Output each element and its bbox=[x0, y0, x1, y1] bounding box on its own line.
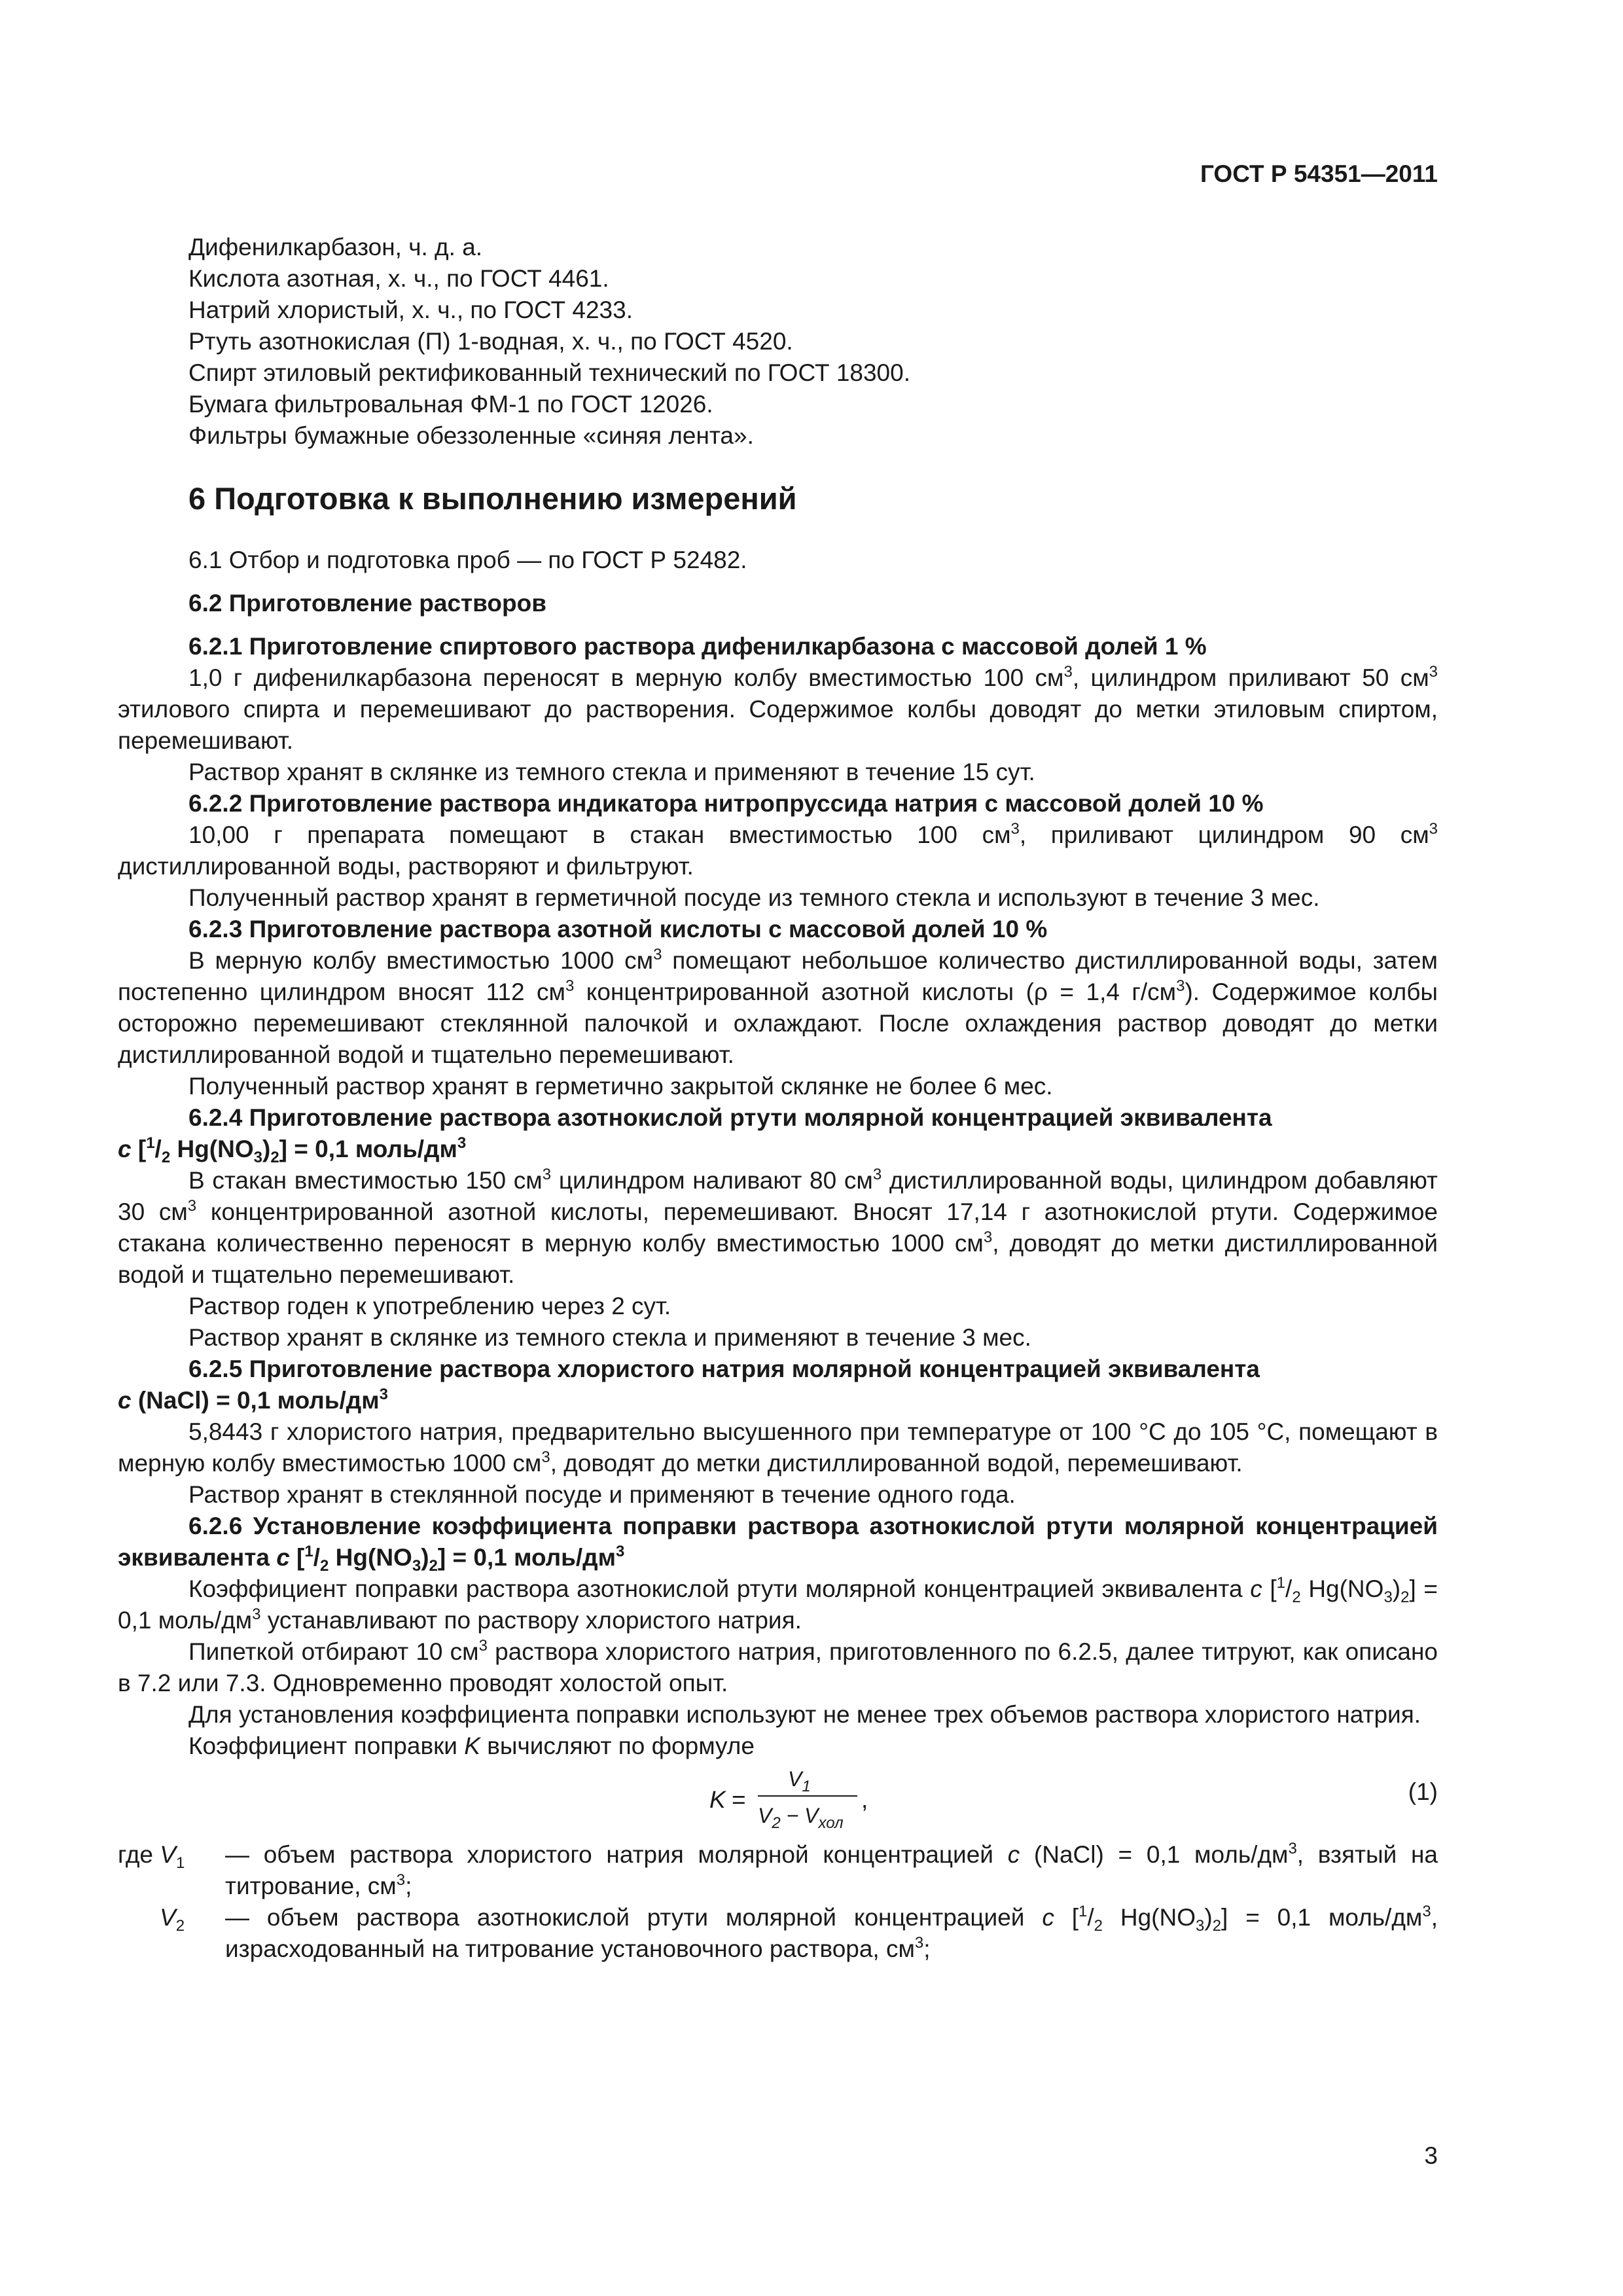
section-6-2-3-heading: 6.2.3 Приготовление раствора азотной кислоты с массовой долей 10 % bbox=[188, 916, 1048, 942]
legend-v1: где $V_1$ — объем раствора хлористого натрия молярной концентрацией c (NaCl) = 0,1 моль/$дм^3$, взятый на титрование, $см^3$; bbox=[118, 1840, 1438, 1899]
fraction-bar bbox=[758, 1795, 857, 1797]
document-header: ГОСТ Р 54351—2011 bbox=[1200, 160, 1438, 187]
section-6-heading: 6 Подготовка к выполнению измерений bbox=[188, 481, 797, 516]
formula-equals: = bbox=[732, 1786, 746, 1813]
formula-legend bbox=[118, 1839, 1438, 1965]
section-6-2-6-heading: 6.2.6 Установление коэффициента поправки раствора азотнокислой ртути молярной концентрацией эквивалента c [$^1/_2$ $Hg(NO_3)_2] = 0,1$ моль/$дм^3$ bbox=[118, 1513, 1438, 1575]
section-6-2-2-paragraph: 10,00 г препарата помещают в стакан вместимостью 100 $см^3$, приливают цилиндром 90 $см^3$ дистиллированной воды, растворяют и фильтруют. bbox=[118, 820, 1438, 880]
section-6-2-5-paragraph: 5,8443 г хлористого натрия, предварительно высушенного при температуре от 100 °С до 105 °С, помещают в мерную колбу вместимостью 1000 $см^3$, доводят до метки дистиллированной водой, перемешивают. bbox=[118, 1418, 1438, 1477]
section-6-2-6-paragraph-4: Коэффициент поправки K вычисляют по формуле bbox=[188, 1732, 755, 1759]
section-6-2-6-paragraph-1: Коэффициент поправки раствора азотнокислой ртути молярной концентрацией эквивалента c [$^1/_2$ $Hg(NO_3)_2] = 0,1$ моль/$дм^3$ устанавливают по раствору хлористого натрия. bbox=[118, 1574, 1438, 1634]
section-6-2-heading: 6.2 Приготовление растворов bbox=[188, 590, 546, 617]
legend-v2: $V_2$ — объем раствора азотнокислой ртути молярной концентрацией c [$^1/_2$ $Hg(NO_3)_2] = 0,1$ моль/$дм^3$, израсходованный на титрование установочного раствора, $см^3$; bbox=[160, 1903, 1438, 1962]
section-6-2-1-paragraph: 1,0 г дифенилкарбазона переносят в мерную колбу вместимостью 100 $см^3$, цилиндром приливают 50 $см^3$ этилового спирта и перемешивают до растворения. Содержимое колбы доводят до метки этиловым спиртом, перемешивают. bbox=[118, 663, 1438, 754]
section-6-2-4-heading: 6.2.4 Приготовление раствора азотнокислой ртути молярной концентрацией эквивалента c [$^1/_2$ $Hg(NO_3)_2] = 0,1$ моль/$дм^3$ bbox=[118, 1104, 1272, 1166]
section-6-2-5-heading: 6.2.5 Приготовление раствора хлористого натрия молярной концентрацией эквивалента c (NaCl) = 0,1 моль/$дм^3$ bbox=[118, 1355, 1260, 1414]
section-6-2-6-paragraph-3: Для установления коэффициента поправки используют не менее трех объемов раствора хлористого натрия. bbox=[188, 1701, 1421, 1728]
section-6-2-2-heading: 6.2.2 Приготовление раствора индикатора нитропруссида натрия с массовой долей 10 % bbox=[188, 790, 1264, 817]
list-item: Спирт этиловый ректификованный технический по ГОСТ 18300. bbox=[188, 359, 910, 386]
materials-list bbox=[118, 232, 1438, 452]
list-item: Кислота азотная, х. ч., по ГОСТ 4461. bbox=[188, 265, 609, 292]
section-6-2-1-heading: 6.2.1 Приготовление спиртового раствора дифенилкарбазона с массовой долей 1 % bbox=[188, 633, 1207, 660]
page-number: 3 bbox=[1424, 2142, 1438, 2169]
section-6-2-4-usage: Раствор годен к употреблению через 2 сут. bbox=[188, 1293, 671, 1319]
list-item: Ртуть азотнокислая (П) 1-водная, х. ч., по ГОСТ 4520. bbox=[188, 328, 793, 355]
formula-number: (1) bbox=[1408, 1778, 1438, 1805]
list-item: Натрий хлористый, х. ч., по ГОСТ 4233. bbox=[188, 296, 633, 323]
section-6-1: 6.1 Отбор и подготовка проб — по ГОСТ Р 52482. bbox=[188, 547, 747, 573]
section-6-2-6-paragraph-2: Пипеткой отбирают 10 $см^3$ раствора хлористого натрия, приготовленного по 6.2.5, далее титруют, как описано в 7.2 или 7.3. Одновременно проводят холостой опыт. bbox=[118, 1637, 1438, 1696]
section-6-2-4-storage: Раствор хранят в склянке из темного стекла и применяют в течение 3 мес. bbox=[188, 1324, 1031, 1351]
list-item: Дифенилкарбазон, ч. д. а. bbox=[188, 234, 483, 260]
section-6-2-3-paragraph: В мерную колбу вместимостью 1000 $см^3$ помещают небольшое количество дистиллированной воды, затем постепенно цилиндром вносят 112 $см^3$ концентрированной азотной кислоты (ρ = 1,4 $г/см^3$). Содержимое колбы осторожно перемешивают стеклянной палочкой и охлаждают. После охлаждения раствор доводят до метки дистиллированной водой и тщательно перемешивают. bbox=[118, 946, 1438, 1068]
section-6-2-3-storage: Полученный раствор хранят в герметично закрытой склянке не более 6 мес. bbox=[188, 1073, 1053, 1100]
formula-comma: , bbox=[861, 1786, 868, 1813]
document-page bbox=[118, 0, 1438, 2296]
list-item: Фильтры бумажные обеззоленные «синяя лента». bbox=[188, 422, 754, 449]
section-6-2-1-storage: Раствор хранят в склянке из темного стекла и применяют в течение 15 сут. bbox=[188, 759, 1035, 785]
page-content bbox=[118, 232, 1438, 1965]
section-6-2-5-storage: Раствор хранят в стеклянной посуде и применяют в течение одного года. bbox=[188, 1481, 1016, 1508]
formula-numerator: $V_1$ bbox=[788, 1767, 811, 1795]
formula-lhs: K bbox=[709, 1786, 726, 1813]
section-6-2-2-storage: Полученный раствор хранят в герметичной посуде из темного стекла и используют в течение 3 мес. bbox=[188, 884, 1320, 911]
formula-denominator: $V_2 - V_{хол}$ bbox=[758, 1804, 844, 1832]
formula-1 bbox=[118, 1765, 1438, 1835]
list-item: Бумага фильтровальная ФМ-1 по ГОСТ 12026. bbox=[188, 391, 713, 418]
section-6-2-4-paragraph: В стакан вместимостью 150 $см^3$ цилиндром наливают 80 $см^3$ дистиллированной воды, цилиндром добавляют 30 $см^3$ концентрированной азотной кислоты, перемешивают. Вносят 17,14 г азотнокислой ртути. Содержимое стакана количественно переносят в мерную колбу вместимостью 1000 $см^3$, доводят до метки дистиллированной водой и тщательно перемешивают. bbox=[118, 1166, 1438, 1288]
